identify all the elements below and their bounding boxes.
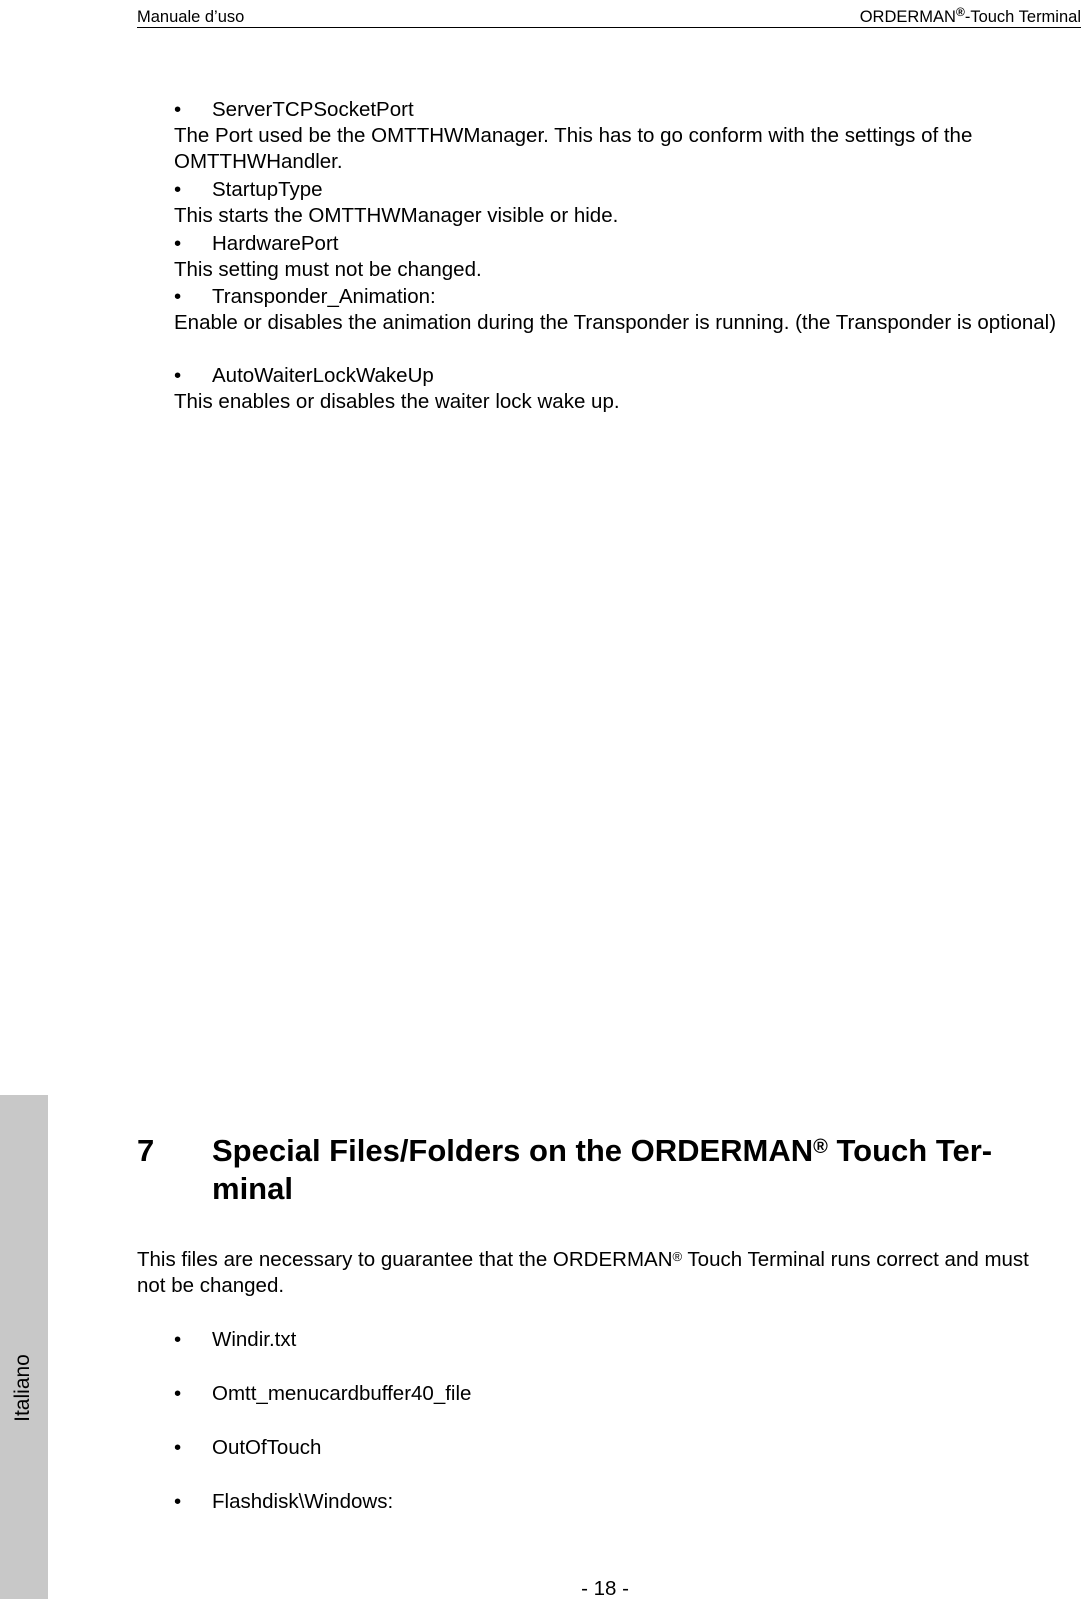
param-item [174,231,1074,283]
param-desc: This starts the OMTTHWManager visible or hide. [174,204,619,227]
header-brand: ORDERMAN [859,8,956,26]
intro-registered-mark: ® [672,1249,683,1264]
section-intro [137,1247,1057,1299]
header-registered-mark: ® [955,5,965,19]
section-title [212,1132,1072,1208]
param-desc: This setting must not be changed. [174,258,482,281]
header-suffix: -Touch Terminal [964,8,1081,26]
file-list-item: • OutOfTouch [174,1435,321,1461]
param-name: • HardwarePort [174,231,1074,257]
param-item [174,177,1074,229]
page-header [137,5,1081,28]
section-title-part1: Special Files/Folders on the ORDERMAN [212,1133,814,1168]
param-item [174,284,1074,336]
header-product-name [859,5,1081,27]
param-name: • Transponder_Animation: [174,284,1074,310]
language-side-tab [0,1095,48,1599]
param-item [174,363,1074,415]
language-label: Italiano [11,1354,34,1422]
file-list-item: • Omtt_menucardbuffer40_file [174,1381,471,1407]
file-list-item: • Windir.txt [174,1327,296,1353]
param-name: • AutoWaiterLockWakeUp [174,363,1074,389]
intro-part2: Touch Terminal runs correct and must not be changed. [137,1248,1029,1297]
param-desc: Enable or disables the animation during the Transponder is running. (the Transponder is optional) [174,311,1057,334]
param-item [174,97,1074,175]
page-number: - 18 - [581,1577,629,1600]
header-manual-title: Manuale d’uso [137,8,245,26]
intro-part1: This files are necessary to guarantee that the ORDERMAN [137,1248,673,1271]
param-desc: This enables or disables the waiter lock wake up. [174,390,620,413]
param-name: • StartupType [174,177,1074,203]
section-title-part2: Touch Ter-minal [212,1133,993,1206]
file-list-item: • Flashdisk\Windows: [174,1489,393,1515]
section-number: 7 [137,1133,155,1168]
param-desc: The Port used be the OMTTHWManager. This has to go conform with the settings of the OMTTHWHandler. [174,124,973,173]
section-title-registered-mark: ® [813,1136,828,1158]
param-name: • ServerTCPSocketPort [174,97,1074,123]
